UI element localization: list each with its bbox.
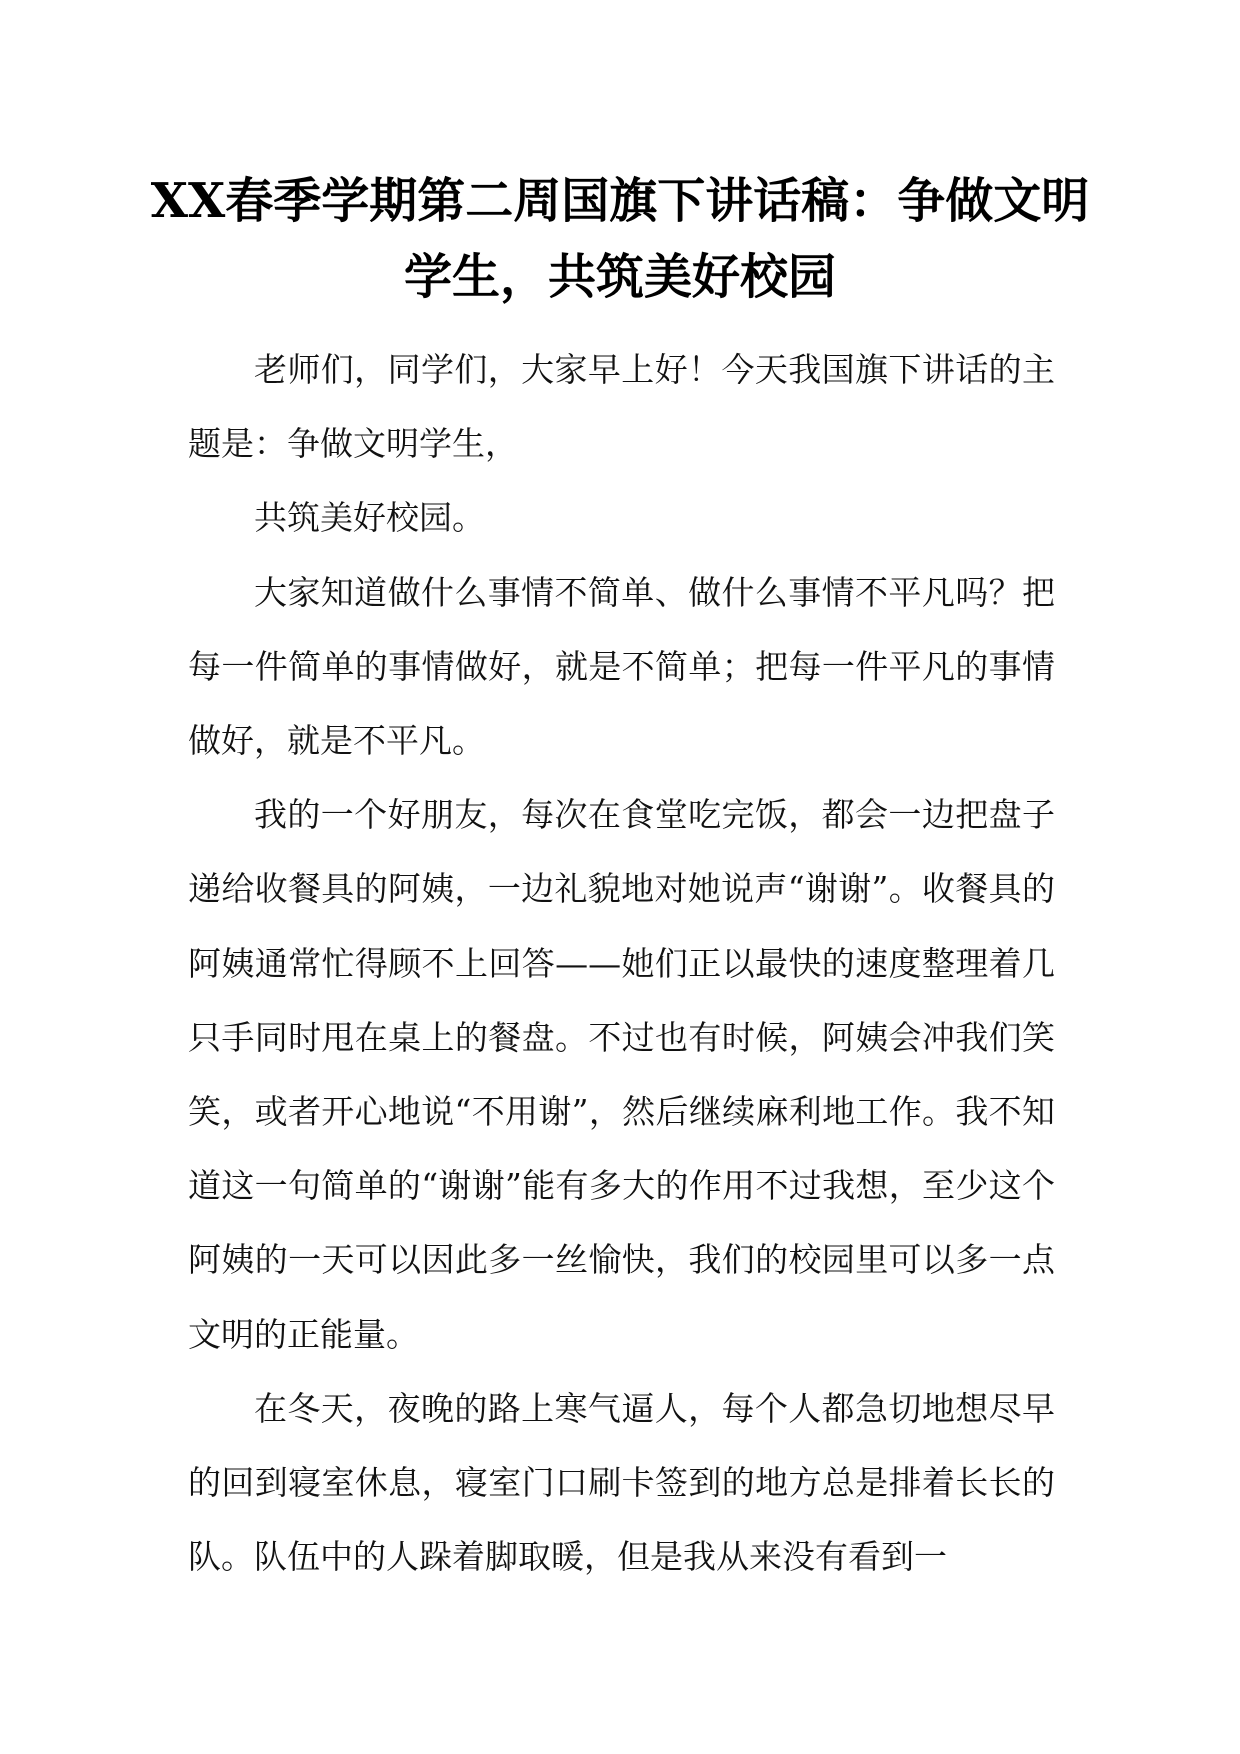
paragraph: 我的一个好朋友，每次在食堂吃完饭，都会一边把盘子递给收餐具的阿姨，一边礼貌地对她说声“谢谢”。收餐具的阿姨通常忙得顾不上回答——她们正以最快的速度整理着几只手同时甩在桌上的餐盘。不过也有时候，阿姨会冲我们笑笑，或者开心地说“不用谢”，然后继续麻利地工作。我不知道这一句简单的“谢谢”能有多大的作用不过我想，至少这个阿姨的一天可以因此多一丝愉快，我们的校园里可以多一点文明的正能量。 — [188, 795, 1055, 1354]
document-title: XX春季学期第二周国旗下讲话稿：争做文明学生，共筑美好校园 — [150, 173, 1090, 305]
paragraph: 老师们，同学们，大家早上好！今天我国旗下讲话的主题是：争做文明学生， — [188, 350, 1055, 464]
paragraph: 大家知道做什么事情不简单、做什么事情不平凡吗？把每一件简单的事情做好，就是不简单；把每一件平凡的事情做好，就是不平凡。 — [188, 572, 1055, 761]
paragraph: 共筑美好校园。 — [254, 498, 485, 538]
paragraph: 在冬天，夜晚的路上寒气逼人，每个人都急切地想尽早的回到寝室休息，寝室门口刷卡签到的地方总是排着长长的队。队伍中的人跺着脚取暖，但是我从来没有看到一 — [188, 1388, 1055, 1577]
document-body — [188, 333, 1055, 1594]
